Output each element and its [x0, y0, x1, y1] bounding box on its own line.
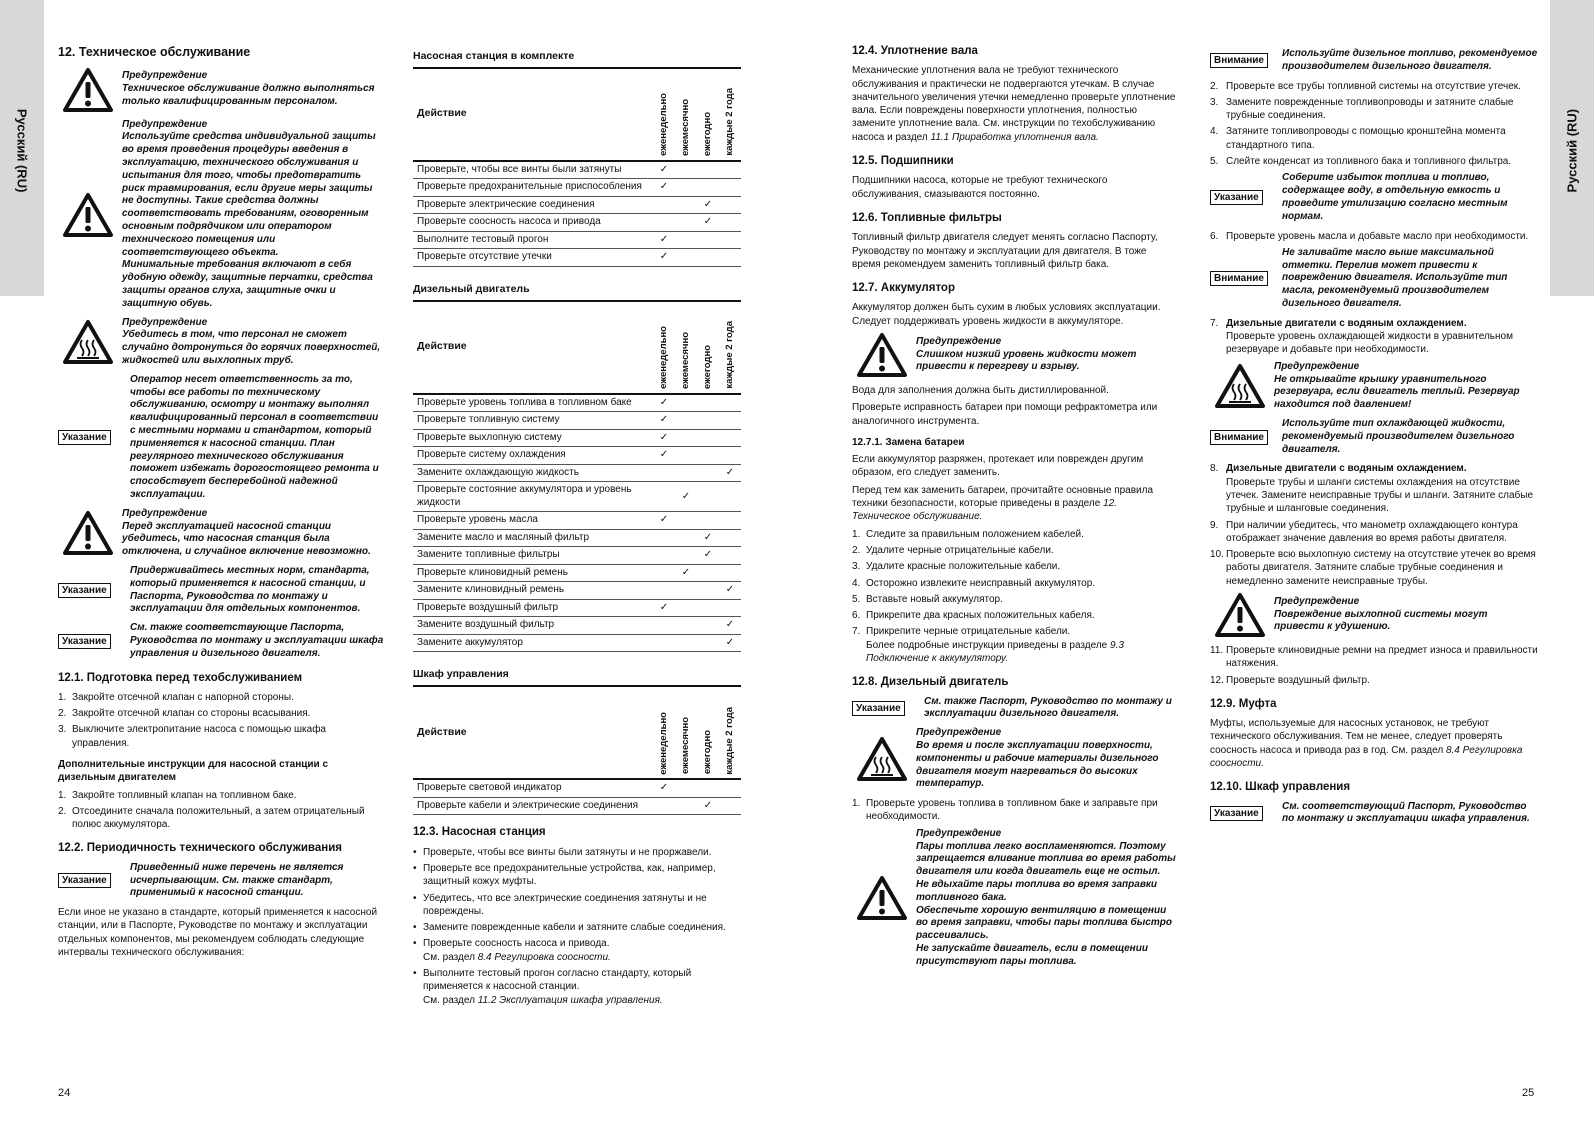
table-cell-check: [653, 214, 675, 232]
list-item: 6. Прикрепите два красных положительных кабеля.: [852, 610, 1095, 622]
column-header-frequency: еженедельно: [653, 69, 675, 161]
table-cell-check: ✓: [719, 617, 741, 635]
maintenance-table: [413, 662, 741, 815]
table-cell-check: ✓: [653, 447, 675, 465]
table-cell-check: [697, 564, 719, 582]
table-cell-check: [697, 512, 719, 530]
column-2: [413, 44, 741, 1011]
table-cell-action: Проверьте электрические соединения: [413, 196, 653, 214]
table-cell-action: Проверьте топливную систему: [413, 412, 653, 430]
table-row: [413, 179, 741, 197]
warning-icon: [1214, 592, 1266, 638]
list-item: 12. Проверьте воздушный фильтр.: [1210, 674, 1370, 686]
table-row: [413, 214, 741, 232]
column-header-frequency: каждые 2 года: [719, 69, 741, 161]
table-cell-check: ✓: [653, 512, 675, 530]
table-cell-check: ✓: [653, 179, 675, 197]
table-cell-check: ✓: [653, 599, 675, 617]
maintenance-tables: [413, 44, 741, 815]
table-row: [413, 779, 741, 797]
table-cell-check: [719, 196, 741, 214]
table-cell-check: [719, 547, 741, 565]
list-item: 3. Выключите электропитание насоса с помощью шкафа управления.: [58, 724, 326, 749]
table-cell-check: [653, 797, 675, 815]
table-cell-action: Замените топливные фильтры: [413, 547, 653, 565]
table-cell-check: [697, 231, 719, 249]
table-cell-check: [675, 617, 697, 635]
note-badge: Указание: [852, 701, 905, 716]
list-item: 6. Проверьте уровень масла и добавьте масло при необходимости.: [1210, 230, 1529, 242]
table-header-row: [413, 69, 741, 161]
table-cell-check: ✓: [653, 161, 675, 179]
list-item: 11. Проверьте клиновидные ремни на предмет износа и правильности натяжения.: [1210, 644, 1538, 670]
page-number-left: 24: [58, 1087, 71, 1099]
table-cell-check: [697, 249, 719, 267]
shaft-seal-paragraph: Механические уплотнения вала не требуют технического обслуживания и практически не подвергаются утечкам. В случае значительного увеличения утечки немедленно проверьте уплотнение вала. Если повреждены поверхности уплотнения, полностью замените уплотнение вала. См. инструкции по техобслуживанию насоса и раздел 11.1 Приработка уплотнения вала.: [852, 65, 1176, 143]
note-control-cabinet: Указание См. соответствующий Паспорт, Руководство по монтажу и эксплуатации шкафа управления.: [1210, 801, 1540, 827]
list-item: • Проверьте, чтобы все винты были затянуты и не проржавели.: [413, 846, 712, 858]
hot-surface-icon: [1214, 363, 1266, 409]
table-cell-check: ✓: [697, 547, 719, 565]
list-item: 7. Прикрепите черные отрицательные кабели. Более подробные инструкции приведены в разделе 9.3 Подключение к аккумулятору.: [852, 626, 1124, 665]
table-cell-action: Проверьте световой индикатор: [413, 779, 653, 797]
table-cell-check: [719, 482, 741, 512]
section-heading-12-5: 12.5. Подшипники: [852, 155, 954, 168]
section-heading-12-8: 12.8. Дизельный двигатель: [852, 676, 1009, 689]
table-cell-action: Проверьте клиновидный ремень: [413, 564, 653, 582]
table-cell-action: Замените охлаждающую жидкость: [413, 464, 653, 482]
list-item: 4. Затяните топливопроводы с помощью кронштейна момента стандартного типа.: [1210, 126, 1506, 151]
warning-icon: [856, 875, 908, 921]
table-cell-check: [697, 161, 719, 179]
maintenance-table: [413, 44, 741, 267]
table-row: [413, 161, 741, 179]
table-cell-action: Проверьте соосность насоса и привода: [413, 214, 653, 232]
table-cell-check: ✓: [653, 779, 675, 797]
list-item: 5. Слейте конденсат из топливного бака и топливного фильтра.: [1210, 156, 1512, 168]
column-header-frequency: еженедельно: [653, 302, 675, 394]
diesel-steps-11-12: [1210, 644, 1540, 687]
table-cell-check: ✓: [719, 464, 741, 482]
section-heading-12-10: 12.10. Шкаф управления: [1210, 781, 1351, 794]
table-cell-check: [675, 582, 697, 600]
table-header-row: [413, 302, 741, 394]
column-header-frequency: ежемесячно: [675, 302, 697, 394]
table-cell-check: [675, 547, 697, 565]
table-cell-check: [653, 547, 675, 565]
note-badge: Указание: [58, 583, 111, 598]
list-item: 5. Вставьте новый аккумулятор.: [852, 593, 1003, 605]
notes-list: [58, 67, 384, 661]
section-heading-12-9: 12.9. Муфта: [1210, 697, 1277, 710]
column-1: [58, 44, 384, 963]
table-cell-check: [675, 512, 697, 530]
table-cell-check: ✓: [675, 564, 697, 582]
table-row: [413, 529, 741, 547]
table-title: Дизельный двигатель: [413, 277, 741, 302]
list-item: • Проверьте соосность насоса и привода. См. раздел 8.4 Регулировка соосности.: [413, 938, 611, 963]
note-interval: [58, 862, 384, 900]
column-header-frequency: ежемесячно: [675, 687, 697, 779]
table-cell-check: [675, 161, 697, 179]
table-row: [413, 582, 741, 600]
note-fuel-vapour: Предупреждение Пары топлива легко воспламеняются. Поэтому запрещается вливание топлива во время работы двигателя или когда двигатель еще не остыл. Не вдыхайте пары топлива во время заправки топливного бака. Обеспечьте хорошую вентиляцию в помещении во время заправки, чтобы пары топлива быстро рассеивались. Не запускайте двигатель, если в помещении присутствуют пары топлива.: [852, 828, 1177, 969]
table-cell-check: [719, 512, 741, 530]
table-cell-check: [697, 179, 719, 197]
column-header-frequency: каждые 2 года: [719, 687, 741, 779]
table-cell-check: [675, 231, 697, 249]
table-cell-check: [719, 412, 741, 430]
column-header-frequency: ежегодно: [697, 69, 719, 161]
table-row: [413, 447, 741, 465]
note-block: Указание Оператор несет ответственность за то, чтобы все работы по техническому обслуживанию, осмотру и монтажу выполнял квалифицированный персонал в соответствии с местными нормами и стандартом, который применяется к насосной станции. План регулярного технического обслуживания поможет избежать дорогостоящего ремонта и способствует бесперебойной надежной эксплуатации.: [58, 374, 384, 502]
table-cell-check: [675, 529, 697, 547]
table-cell-check: [653, 564, 675, 582]
table-cell-check: ✓: [653, 429, 675, 447]
list-item: 8. Дизельные двигатели с водяным охлаждением. Проверьте трубы и шланги системы охлаждения на отсутствие утечек. Замените неисправные трубы и шланги. Затяните слабые трубные и шланговые соединения.: [1210, 463, 1534, 515]
table-cell-check: [697, 447, 719, 465]
coupling-paragraph: Муфты, используемые для насосных установок, не требуют технического обслуживания. Тем не менее, следует проверять соосность насоса и привода раз в год. См. раздел 8.4 Регулировка соосности.: [1210, 718, 1523, 770]
side-language-tab-left: Русский (RU): [0, 0, 44, 296]
table-cell-check: [697, 412, 719, 430]
note-fuel-disposal: Указание Соберите избыток топлива и топливо, содержащее воду, в отдельную емкость и проведите утилизацию согласно местным нормам.: [1210, 172, 1540, 223]
table-cell-action: Проверьте предохранительные приспособления: [413, 179, 653, 197]
table-row: [413, 617, 741, 635]
table-cell-check: ✓: [719, 582, 741, 600]
diesel-steps-start: [852, 797, 1177, 824]
note-block: Указание Придерживайтесь местных норм, стандарта, который применяется к насосной станции, и Паспорта, Руководства по монтажу и эксплуатации для отдельных компонентов.: [58, 565, 384, 616]
note-badge: Указание: [1210, 806, 1263, 821]
list-item: 3. Замените поврежденные топливопроводы и затяните слабые трубные соединения.: [1210, 96, 1514, 122]
table-cell-check: [719, 599, 741, 617]
section-heading-12-3: 12.3. Насосная станция: [413, 826, 546, 839]
list-item: 2. Закройте отсечной клапан со стороны всасывания.: [58, 708, 311, 720]
table-cell-check: [697, 464, 719, 482]
table-cell-check: [675, 394, 697, 412]
prep-steps-list: [58, 691, 384, 750]
warning-icon: [62, 67, 114, 113]
table-row: [413, 196, 741, 214]
note-exhaust: Предупреждение Повреждение выхлопной системы могут привести к удушению.: [1210, 592, 1540, 638]
column-3: [852, 44, 1177, 975]
section-heading-12-4: 12.4. Уплотнение вала: [852, 45, 978, 57]
table-cell-action: Замените масло и масляный фильтр: [413, 529, 653, 547]
note-block: Предупреждение Техническое обслуживание должно выполняться только квалифицированным персоналом.: [58, 67, 384, 113]
table-cell-action: Проверьте, чтобы все винты были затянуты: [413, 161, 653, 179]
table-cell-action: Проверьте уровень топлива в топливном баке: [413, 394, 653, 412]
table-cell-check: ✓: [653, 412, 675, 430]
table-cell-check: [697, 779, 719, 797]
table-cell-check: [719, 529, 741, 547]
section-heading-12: 12. Техническое обслуживание: [58, 45, 251, 59]
note-badge: Внимание: [1210, 53, 1268, 68]
table-cell-check: [675, 412, 697, 430]
pump-station-checklist: [413, 846, 741, 1007]
table-cell-action: Замените клиновидный ремень: [413, 582, 653, 600]
note-oil-level: Внимание Не заливайте масло выше максимальной отметки. Перелив может привести к повреждению двигателя. Используйте тип масла, рекомендуемый производителем дизельного двигателя.: [1210, 247, 1540, 311]
table-cell-check: [719, 214, 741, 232]
table-cell-action: Замените аккумулятор: [413, 634, 653, 652]
hot-surface-icon: [62, 319, 114, 365]
note-expansion-tank: Предупреждение Не открывайте крышку уравнительного резервуара, если двигатель теплый. Резервуар находится под давлением!: [1210, 361, 1540, 412]
table-cell-check: ✓: [675, 482, 697, 512]
maintenance-table: [413, 277, 741, 652]
battery-safety-paragraph: Перед тем как заменить батареи, прочитайте основные правила техники безопасности, которые приведены в разделе 12. Техническое обслуживание.: [852, 484, 1154, 523]
diesel-step-6: [1210, 230, 1540, 243]
table-cell-check: [675, 447, 697, 465]
column-header-frequency: ежемесячно: [675, 69, 697, 161]
table-row: [413, 394, 741, 412]
diesel-instructions-heading: Дополнительные инструкции для насосной станции с дизельным двигателем: [58, 758, 329, 784]
list-item: 4. Осторожно извлеките неисправный аккумулятор.: [852, 577, 1096, 589]
table-cell-check: [675, 179, 697, 197]
table-cell-check: [719, 249, 741, 267]
interval-paragraph: Если иное не указано в стандарте, который применяется к насосной станции, или в Паспорте, Руководстве по монтажу и эксплуатации отдельных компонентов, мы рекомендуем соблюдать следующие интервалы технического обслуживания:: [58, 907, 378, 959]
table-cell-check: [675, 779, 697, 797]
note-block: Предупреждение Перед эксплуатацией насосной станции убедитесь, что насосная станция была отключена, и случайное включение невозможно.: [58, 508, 384, 559]
table-row: [413, 249, 741, 267]
table-cell-check: ✓: [697, 529, 719, 547]
list-item: 1. Закройте отсечной клапан с напорной стороны.: [58, 691, 294, 703]
table-cell-check: ✓: [653, 231, 675, 249]
note-text: Приведенный ниже перечень не является исчерпывающим. См. также стандарт, применимый к насосной станции.: [130, 861, 344, 899]
table-cell-action: Проверьте систему охлаждения: [413, 447, 653, 465]
table-row: [413, 482, 741, 512]
column-header-action: Действие: [413, 687, 653, 779]
section-heading-12-6: 12.6. Топливные фильтры: [852, 211, 1002, 224]
table-cell-check: [697, 429, 719, 447]
warning-icon: [62, 192, 114, 238]
table-cell-check: [675, 634, 697, 652]
table-cell-action: Проверьте уровень масла: [413, 512, 653, 530]
hot-surface-icon: [856, 736, 908, 782]
table-cell-check: [697, 617, 719, 635]
table-cell-action: Проверьте отсутствие утечки: [413, 249, 653, 267]
table-cell-check: ✓: [697, 196, 719, 214]
table-cell-check: [675, 464, 697, 482]
list-item: 7. Дизельные двигатели с водяным охлаждением. Проверьте уровень охлаждающей жидкости в уравнительном резервуаре и добавьте при необходимости.: [1210, 317, 1513, 356]
column-4: [1210, 44, 1540, 832]
table-row: [413, 634, 741, 652]
table-cell-check: ✓: [653, 394, 675, 412]
note-coolant-type: Внимание Используйте тип охлаждающей жидкости, рекомендуемый производителем дизельного двигателя.: [1210, 418, 1540, 456]
table-cell-check: [719, 179, 741, 197]
table-cell-check: [719, 564, 741, 582]
table-row: [413, 797, 741, 815]
table-cell-check: [719, 779, 741, 797]
list-item: 3. Удалите красные положительные кабели.: [852, 561, 1061, 573]
bearings-paragraph: Подшипники насоса, которые не требуют технического обслуживания, смазываются постоянно.: [852, 175, 1108, 200]
section-heading-12-2: 12.2. Периодичность технического обслуживания: [58, 842, 342, 855]
battery-check-paragraph: Проверьте исправность батареи при помощи рефрактометра или аналогичного инструмента.: [852, 402, 1158, 427]
list-item: • Проверьте все предохранительные устройства, как, например, защитный кожух муфты.: [413, 862, 716, 888]
column-header-frequency: ежегодно: [697, 687, 719, 779]
table-cell-check: [719, 429, 741, 447]
section-heading-12-1: 12.1. Подготовка перед техобслуживанием: [58, 671, 303, 684]
battery-replace-paragraph: Если аккумулятор разряжен, протекает или поврежден другим образом, его следует заменить.: [852, 454, 1144, 479]
table-cell-check: [697, 582, 719, 600]
list-item: • Убедитесь, что все электрические соединения затянуты и не повреждены.: [413, 892, 707, 917]
table-cell-check: [675, 797, 697, 815]
list-item: • Выполните тестовый прогон согласно стандарту, который применяется к насосной станции. См. раздел 11.2 Эксплуатация шкафа управления.: [413, 968, 692, 1006]
table-cell-check: [675, 429, 697, 447]
list-item: 1. Проверьте уровень топлива в топливном баке и заправьте при необходимости.: [852, 798, 1158, 823]
table-cell-check: [653, 464, 675, 482]
list-item: 2. Отсоедините сначала положительный, а затем отрицательный полюс аккумулятора.: [58, 805, 365, 831]
table-cell-check: [653, 482, 675, 512]
table-row: [413, 512, 741, 530]
table-cell-action: Выполните тестовый прогон: [413, 231, 653, 249]
column-header-frequency: ежегодно: [697, 302, 719, 394]
table-header-row: [413, 687, 741, 779]
column-header-frequency: каждые 2 года: [719, 302, 741, 394]
table-row: [413, 412, 741, 430]
warning-icon: [856, 332, 908, 378]
table-cell-check: ✓: [697, 797, 719, 815]
note-badge: Внимание: [1210, 271, 1268, 286]
table-cell-check: [675, 214, 697, 232]
table-cell-check: [719, 231, 741, 249]
note-badge: Внимание: [1210, 430, 1268, 445]
diesel-steps-2-5: [1210, 80, 1540, 169]
fuel-filters-paragraph: Топливный фильтр двигателя следует менять согласно Паспорту, Руководству по монтажу и эксплуатации для двигателя. В тоже время рекомендуем заменить топливный фильтр бака.: [852, 232, 1158, 270]
table-row: [413, 547, 741, 565]
table-cell-check: [719, 161, 741, 179]
table-title: Насосная станция в комплекте: [413, 44, 741, 69]
list-item: 2. Проверьте все трубы топливной системы на отсутствие утечек.: [1210, 80, 1521, 92]
side-language-tab-right: Русский (RU): [1550, 0, 1594, 296]
list-item: 10. Проверьте всю выхлопную систему на отсутствие утечек во время работы двигателя. Затяните слабые трубные соединения и немедленно замените неисправные трубы.: [1210, 549, 1536, 587]
note-badge: Указание: [58, 634, 111, 649]
column-header-frequency: еженедельно: [653, 687, 675, 779]
diesel-steps-8-10: [1210, 462, 1540, 588]
table-row: [413, 564, 741, 582]
table-cell-check: [697, 599, 719, 617]
section-heading-12-7: 12.7. Аккумулятор: [852, 282, 955, 295]
table-row: [413, 599, 741, 617]
table-cell-action: Проверьте состояние аккумулятора и уровень жидкости: [413, 482, 653, 512]
list-item: • Замените поврежденные кабели и затяните слабые соединения.: [413, 922, 726, 934]
table-cell-check: [697, 394, 719, 412]
section-heading-12-7-1: 12.7.1. Замена батареи: [852, 436, 965, 448]
table-cell-action: Проверьте выхлопную систему: [413, 429, 653, 447]
list-item: 9. При наличии убедитесь, что манометр охлаждающего контура отображает значение давления во время работы двигателя.: [1210, 519, 1518, 544]
table-row: [413, 464, 741, 482]
table-cell-check: [653, 529, 675, 547]
note-hot-surfaces: Предупреждение Во время и после эксплуатации поверхности, компоненты и рабочие материалы дизельного двигателя могут нагреваться до высоких температур.: [852, 727, 1177, 791]
table-cell-check: ✓: [719, 634, 741, 652]
table-cell-check: [653, 582, 675, 600]
battery-replace-steps: [852, 528, 1177, 666]
table-cell-action: Замените воздушный фильтр: [413, 617, 653, 635]
table-cell-check: [675, 249, 697, 267]
note-badge: Указание: [1210, 190, 1263, 205]
table-cell-check: [697, 634, 719, 652]
table-cell-action: Проверьте воздушный фильтр: [413, 599, 653, 617]
note-block: Указание См. также соответствующие Паспорта, Руководства по монтажу и эксплуатации шкафа управления и дизельного двигателя.: [58, 622, 384, 660]
note-block: Предупреждение Используйте средства индивидуальной защиты во время проведения процедуры введения в эксплуатацию, технического обслуживания и испытания для того, чтобы предотвратить риск травмирования, если другие меры защиты не доступны. Такие средства должны соответствовать требованиям, оговоренным основным подрядчиком или оператором технического помещения или соответствующего объекта. Минимальные требования включают в себя удобную одежду, защитные перчатки, средства защиты органов слуха, защитные очки и защитную обувь.: [58, 119, 384, 311]
table-cell-check: ✓: [697, 214, 719, 232]
battery-paragraph: Аккумулятор должен быть сухим в любых условиях эксплуатации. Следует поддерживать уровень жидкости в аккумуляторе.: [852, 302, 1161, 327]
note-diesel-manual: Указание См. также Паспорт, Руководство по монтажу и эксплуатации дизельного двигателя.: [852, 696, 1177, 722]
table-cell-check: [653, 617, 675, 635]
list-item: 2. Удалите черные отрицательные кабели.: [852, 544, 1054, 556]
page-number-right: 25: [1522, 1087, 1535, 1099]
table-cell-check: [719, 447, 741, 465]
warning-icon: [62, 510, 114, 556]
table-row: [413, 231, 741, 249]
table-cell-check: [719, 797, 741, 815]
table-cell-check: [675, 599, 697, 617]
diesel-step-7: [1210, 317, 1540, 357]
note-badge: Указание: [58, 873, 111, 888]
table-title: Шкаф управления: [413, 662, 741, 687]
note-diesel-fuel: Внимание Используйте дизельное топливо, рекомендуемое производителем дизельного двигателя.: [1210, 48, 1540, 74]
diesel-steps-list: [58, 789, 384, 832]
table-cell-check: ✓: [653, 249, 675, 267]
table-cell-action: Проверьте кабели и электрические соединения: [413, 797, 653, 815]
column-header-action: Действие: [413, 302, 653, 394]
table-cell-check: [675, 196, 697, 214]
table-cell-check: [719, 394, 741, 412]
list-item: 1. Закройте топливный клапан на топливном баке.: [58, 789, 297, 801]
table-cell-check: [697, 482, 719, 512]
battery-water-paragraph: Вода для заполнения должна быть дистиллированной.: [852, 384, 1109, 396]
column-header-action: Действие: [413, 69, 653, 161]
table-cell-check: [653, 196, 675, 214]
table-row: [413, 429, 741, 447]
table-cell-check: [653, 634, 675, 652]
list-item: 1. Следите за правильным положением кабелей.: [852, 528, 1084, 540]
note-block: Предупреждение Убедитесь в том, что персонал не сможет случайно дотронуться до горячих поверхностей, жидкостей или выхлопных труб.: [58, 317, 384, 368]
note-badge: Указание: [58, 430, 111, 445]
note-battery-warning: Предупреждение Слишком низкий уровень жидкости может привести к перегреву и взрыву.: [852, 332, 1177, 378]
